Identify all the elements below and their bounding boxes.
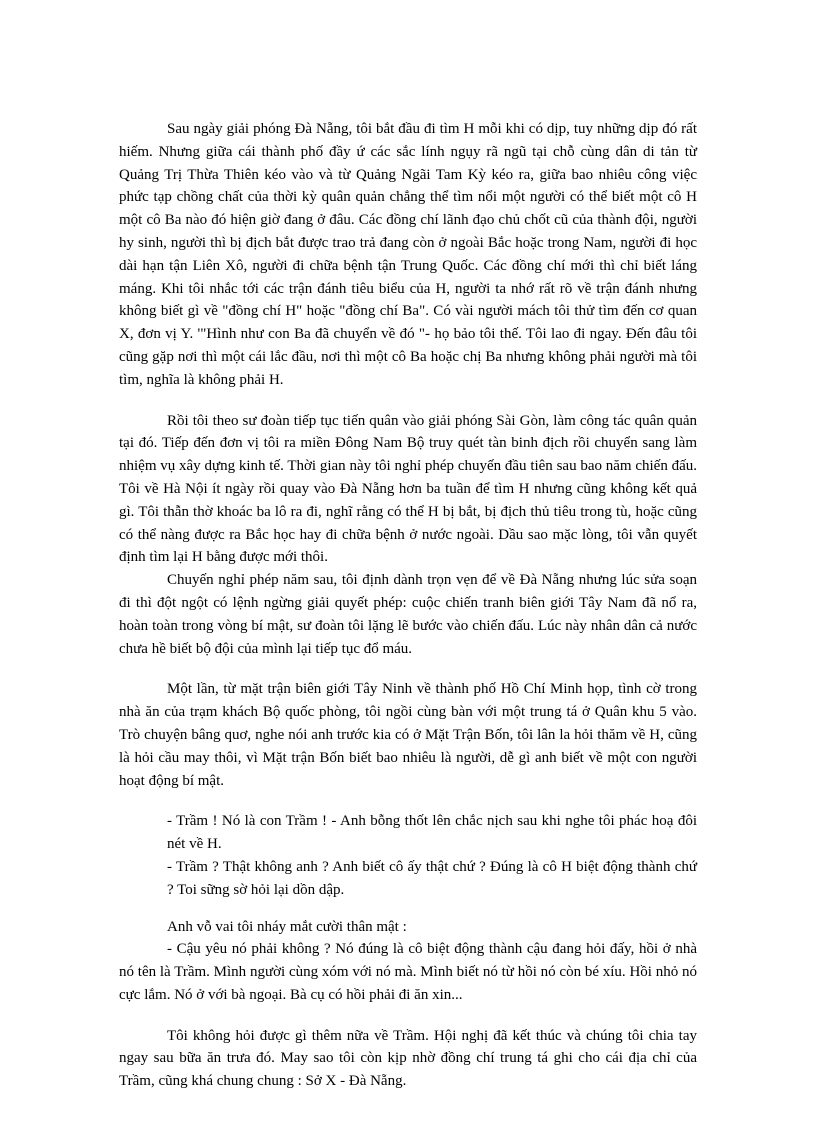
paragraph-1: Sau ngày giải phóng Đà Nẵng, tôi bắt đầu đi tìm H mỗi khi có dịp, tuy những dịp đó rất hiếm. Nhưng giữa cái thành phố đầy ứ các sắc lính ngụy rã ngũ tại chỗ cùng dân di tản từ Quảng Trị Thừa Thiên kéo vào và từ Quảng Ngãi Tam Kỳ kéo ra, giữa bao nhiêu công việc phức tạp chồng chất của thời kỳ quân quản chẳng thể tìm nổi một người có thể biết một cô H một cô Ba nào đó hiện giờ đang ở đâu. Các đồng chí lãnh đạo chủ chốt cũ của thành đội, người hy sinh, người thì bị địch bắt được trao trả đang còn ở ngoài Bắc hoặc trong Nam, người đi học dài hạn tận Liên Xô, người đi chữa bệnh tận Trung Quốc. Các đồng chí mới thì chỉ biết láng máng. Khi tôi nhắc tới các trận đánh tiêu biểu của H, người ta nhớ rất rõ về trận đánh nhưng không biết gì về "đồng chí H" hoặc "đồng chí Ba". Có vài người mách tôi thử tìm đến cơ quan X, đơn vị Y. '"Hình như con Ba đã chuyển về đó "- họ bảo tôi thế. Tôi lao đi ngay. Đến đâu tôi cũng gặp nơi thì một cái lắc đầu, nơi thì một cô Ba hoặc chị Ba nhưng không phải người mà tôi tìm, nghĩa là không phải H.: [119, 121, 697, 388]
paragraph-4: Một lần, từ mặt trận biên giới Tây Ninh về thành phố Hồ Chí Minh họp, tình cờ trong nhà ăn của trạm khách Bộ quốc phòng, tôi ngồi cùng bàn với một trung tá ở Quân khu 5 vào. Trò chuyện bâng quơ, nghe nói anh trước kia có ở Mặt Trận Bốn, tôi lân la hỏi thăm về H, cũng là hỏi cầu may thôi, vì Mặt trận Bốn biết bao nhiêu là người, dễ gì anh biết về một con người hoạt động bí mật.: [119, 681, 697, 789]
document-body: [119, 118, 697, 1093]
paragraph-2: Rồi tôi theo sư đoàn tiếp tục tiến quân vào giải phóng Sài Gòn, làm công tác quân quản tại đó. Tiếp đến đơn vị tôi ra miền Đông Nam Bộ truy quét tàn binh địch rồi chuyển sang làm nhiệm vụ xây dựng kinh tế. Thời gian này tôi nghỉ phép chuyến đầu tiên sau bao năm chiến đấu. Tôi về Hà Nội ít ngày rồi quay vào Đà Nẵng hơn ba tuần để tìm H nhưng cũng không kết quả gì. Tôi thẫn thờ khoác ba lô ra đi, nghĩ rằng có thể H bị bắt, bị địch thủ tiêu trong tù, hoặc cũng có thể nàng được ra Bắc học hay đi chữa bệnh ở nước ngoài. Dầu sao mặc lòng, tôi vẫn quyết định tìm lại H bằng được mới thôi.: [119, 412, 697, 566]
dialogue-line-3: - Cậu yêu nó phải không ? Nó đúng là cô biệt động thành cậu đang hỏi đấy, hồi ở nhà nó tên là Trầm. Mình người cùng xóm với nó mà. Mình biết nó từ hồi nó còn bé xíu. Hồi nhỏ nó cực lắm. Nó ở với bà ngoại. Bà cụ có hồi phải đi ăn xin...: [119, 941, 697, 1003]
narration-line: Anh vỗ vai tôi nháy mắt cười thân mật :: [167, 918, 407, 935]
paragraph-final: Tôi không hỏi được gì thêm nữa về Trầm. Hội nghị đã kết thúc và chúng tôi chia tay ngay sau bữa ăn trưa đó. May sao tôi còn kịp nhờ đồng chí trung tá ghi cho cái địa chỉ của Trầm, cũng khá chung chung : Sở X - Đà Nẵng.: [119, 1027, 697, 1090]
dialogue-line-1: - Trầm ! Nó là con Trầm ! - Anh bỗng thốt lên chắc nịch sau khi nghe tôi phác hoạ đôi nét về H.: [167, 813, 697, 853]
dialogue-line-2: - Trầm ? Thật không anh ? Anh biết cô ấy thật chứ ? Đúng là cô H biệt động thành chứ ? Toi sững sờ hỏi lại dồn dập.: [167, 858, 697, 898]
paragraph-3: Chuyến nghỉ phép năm sau, tôi định dành trọn vẹn để về Đà Nẵng nhưng lúc sửa soạn đi thì đột ngột có lệnh ngừng giải quyết phép: cuộc chiến tranh biên giới Tây Nam đã nổ ra, hoàn toàn trong vòng bí mật, sư đoàn tôi lặng lẽ bước vào chiến đấu. Lúc này nhân dân cả nước chưa hề biết bộ đội của mình lại tiếp tục đổ máu.: [119, 572, 697, 657]
